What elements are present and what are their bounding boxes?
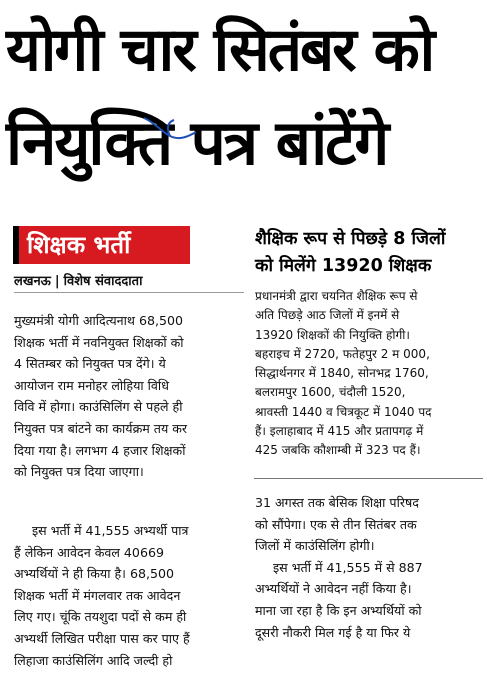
sub-headline [255, 226, 483, 280]
byline-separator: | [54, 274, 60, 289]
text-line: हैं लेकिन आवेदन केवल 40669 [14, 544, 164, 560]
text-line: अभ्यर्थी लिखित परीक्षा पास कर पाए हैं [14, 630, 190, 646]
text-line: हैं। इलाहाबाद में 415 और प्रतापगढ़ में [255, 424, 424, 439]
byline [14, 271, 234, 289]
text-line: प्रधानमंत्री द्वारा चयनित शैक्षिक रूप से [255, 289, 418, 303]
text-line: को नियुक्त पत्र दिया जाएगा। [14, 464, 144, 480]
text-line: दिया गया है। लगभग 4 हजार शिक्षकों [14, 442, 186, 458]
byline-rule [14, 292, 244, 293]
text-line: 13920 शिक्षकों की नियुक्ति होगी। [255, 327, 410, 342]
text-line: श्रावस्ती 1440 व चित्रकूट में 1040 पद [255, 404, 432, 419]
text-line: अभ्यर्थियों ने ही किया है। 68,500 [14, 566, 175, 582]
text-line: दूसरी नौकरी मिल गई है या फिर ये [255, 624, 411, 640]
text-line: को सौंपेगा। एक से तीन सितंबर तक [255, 516, 417, 532]
sub-headline-line: को मिलेंगे 13920 शिक्षक [255, 256, 432, 276]
sub-headline-line: शैक्षिक रूप से पिछड़े 8 जिलों [255, 229, 446, 249]
district-box-text [255, 287, 483, 461]
text-line: नियुक्त पत्र बांटने का कार्यक्रम तय कर [14, 420, 188, 436]
byline-place: लखनऊ [14, 274, 51, 289]
text-line: बलरामपुर 1600, चंदौली 1520, [255, 385, 406, 400]
text-line: शिक्षक भर्ती में मंगलवार तक आवेदन [14, 587, 181, 603]
text-line: शिक्षक भर्ती में नवनियुक्त शिक्षकों को [14, 334, 184, 350]
text-line: विवि में होगा। काउंसिलिंग से पहले ही [14, 399, 183, 415]
text-line: माना जा रहा है कि इन अभ्यर्थियों को [255, 602, 422, 618]
section-tag: शिक्षक भर्ती [13, 226, 190, 264]
text-line: जिलों में काउंसिलिंग होगी। [255, 538, 375, 554]
text-line: लिहाजा काउंसिलिंग आदि जल्दी हो [14, 652, 173, 668]
text-line: लिए गए। चूंकि तयशुदा पदों से कम ही [14, 609, 187, 625]
text-line: मुख्यमंत्री योगी आदित्यनाथ 68,500 [14, 313, 184, 328]
left-paragraph-1 [14, 310, 244, 483]
text-line: बहराइच में 2720, फतेहपुर 2 म 000, [255, 346, 430, 361]
text-line: इस भर्ती में 41,555 में से 887 [273, 559, 423, 575]
headline-line-1: योगी चार सितंबर को [6, 15, 434, 85]
headline-line-2: नियुक्ति पत्र बांटेंगे [6, 106, 388, 179]
text-line: 425 जबकि कौशाम्बी में 323 पद हैं। [255, 443, 421, 458]
left-paragraph-2 [14, 520, 244, 671]
text-line: इस भर्ती में 41,555 अभ्यर्थी पात्र [32, 523, 189, 538]
text-line: 4 सितम्बर को नियुक्त पत्र देंगे। ये [14, 356, 166, 372]
text-line: आयोजन राम मनोहर लोहिया विधि [14, 377, 169, 393]
pen-scribble-mark [140, 112, 200, 146]
section-tag-edge [13, 226, 19, 264]
text-line: सिद्धार्थनगर में 1840, सोनभद्र 1760, [255, 366, 429, 381]
text-line: अति पिछड़े आठ जिलों में इनमें से [255, 308, 400, 323]
byline-reporter: विशेष संवाददाता [63, 274, 143, 289]
text-line: 31 अगस्त तक बेसिक शिक्षा परिषद [255, 495, 419, 510]
text-line: अभ्यर्थियों ने आवेदन नहीं किया है। [255, 581, 412, 597]
right-paragraph [255, 492, 483, 643]
column-divider-rule [254, 478, 483, 479]
